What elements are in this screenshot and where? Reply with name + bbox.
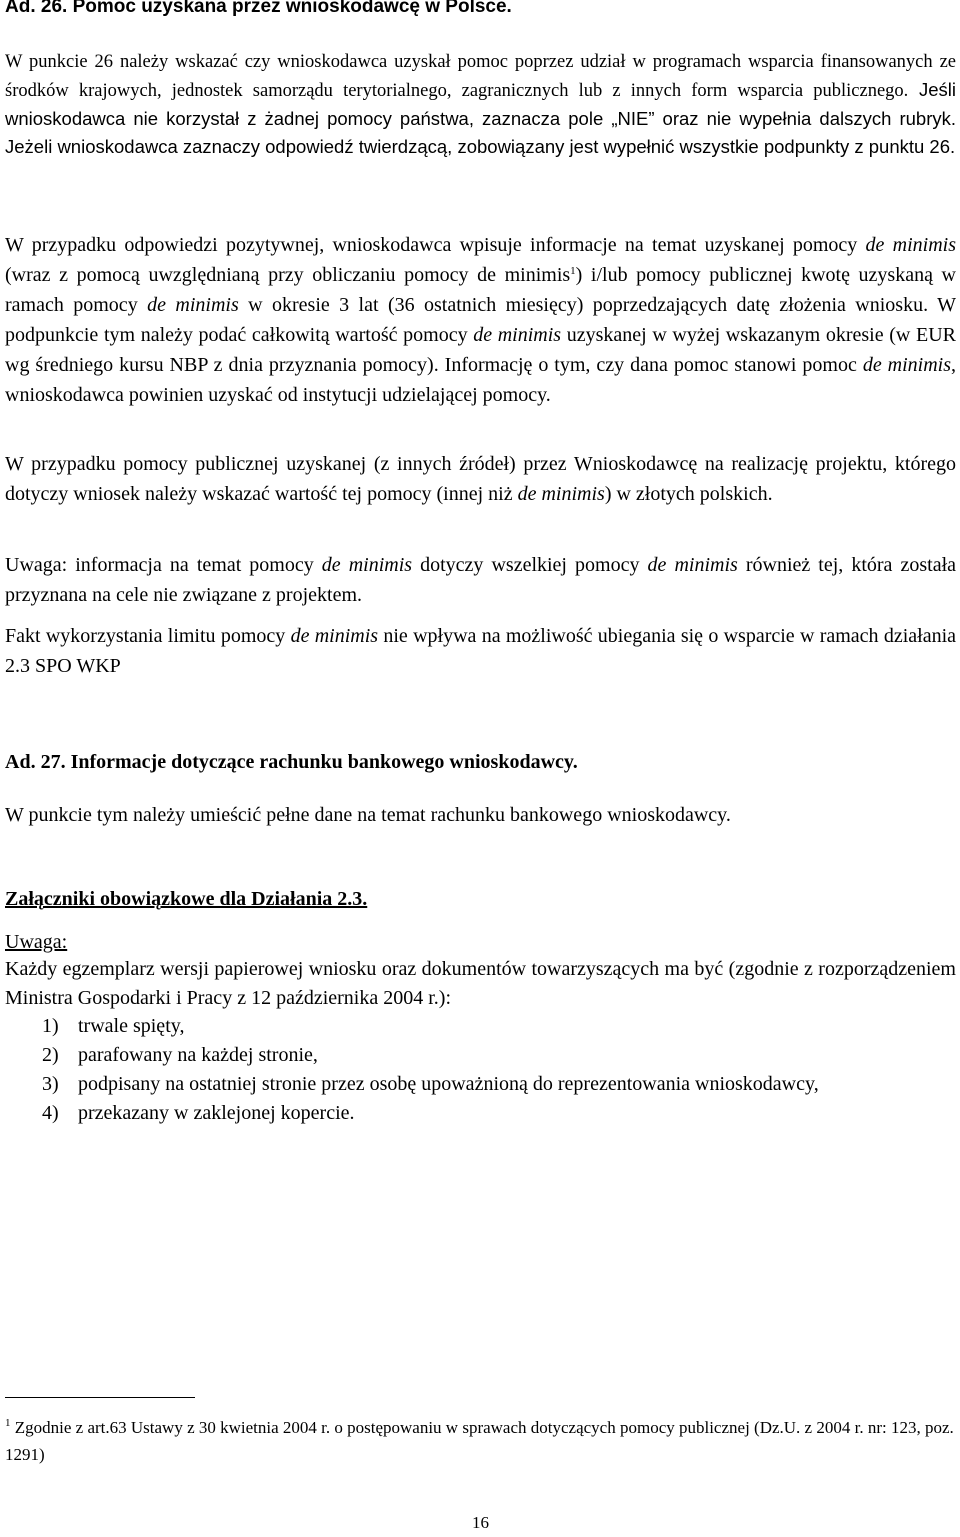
list-item (5, 1012, 956, 1041)
italic-term: de minimis (517, 483, 605, 505)
list-item (5, 1099, 956, 1128)
list-item (5, 1070, 956, 1099)
intro-text-b: Jeśli wnioskodawca nie korzystał z żadnej pomocy państwa, zaznacza pole „NIE” oraz nie wypełnia dalszych rubryk. (5, 79, 956, 129)
italic-term: de minimis (147, 294, 239, 316)
intro-text-a: W punkcie 26 należy wskazać czy wnioskodawca uzyskał pomoc poprzez udział w programach wsparcia finansowanych ze środków krajowych, jednostek samorządu terytorialnego, zagranicznych lub z innych form wsparcia publicznego. (5, 52, 956, 101)
italic-term: de minimis (321, 554, 413, 576)
attachments-intro: Każdy egzemplarz wersji papierowej wniosku oraz dokumentów towarzyszących ma być (zgodnie z rozporządzeniem Ministra Gospodarki i Pracy z 12 października 2004 r.): (5, 958, 956, 1009)
text-run: nie wpływa na możliwość ubiegania się o wsparcie w ramach działania 2.3 SPO WKP (5, 625, 957, 677)
page-number: 16 (472, 1513, 489, 1532)
text-run: W przypadku pomocy publicznej uzyskanej (z innych źródeł) przez Wnioskodawcę na realizację projektu, którego dotyczy wniosek należy wskazać wartość tej pomocy (innej niż (5, 453, 956, 505)
text-run: (wraz z pomocą uwzględnianą przy obliczaniu pomocy de minimis (5, 264, 571, 286)
text-run: również tej, która została przyznana na cele nie związane z projektem. (5, 554, 957, 606)
intro-text-c: Jeżeli wnioskodawca zaznaczy odpowiedź twierdzącą, zobowiązany jest wypełnić wszystkie podpunkty z punktu 26. (5, 136, 956, 157)
text-run: , wnioskodawca powinien uzyskać od instytucji udzielającej pomocy. (5, 354, 956, 406)
note-paragraph (5, 550, 956, 610)
limit-paragraph (5, 621, 956, 681)
list-item-text: przekazany w zaklejonej kopercie. (78, 1102, 355, 1124)
text-run: dotyczy wszelkiej pomocy (412, 554, 648, 576)
document-page (5, 0, 956, 1537)
section-26-intro-paragraph (5, 47, 956, 161)
italic-term: de minimis (473, 324, 562, 346)
section-27-heading: Ad. 27. Informacje dotyczące rachunku bankowego wnioskodawcy. (5, 751, 578, 773)
list-item-number: 2) (42, 1044, 59, 1066)
footnote-separator (5, 1397, 195, 1398)
text-run: w okresie 3 lat (36 ostatnich miesięcy) poprzedzających datę złożenia wniosku. W podpunkcie tym należy podać całkowitą wartość pomocy (5, 294, 957, 346)
text-run: ) w złotych polskich. (604, 483, 773, 505)
list-item-text: podpisany na ostatniej stronie przez osobę upoważnioną do reprezentowania wnioskodawcy, (78, 1073, 819, 1095)
footnote-text: Zgodnie z art.63 Ustawy z 30 kwietnia 2004 r. o postępowaniu w sprawach dotyczących pomocy publicznej (Dz.U. z 2004 r. nr: 123, poz. 1291) (5, 1418, 954, 1464)
text-run: uzyskanej w wyżej wskazanym okresie (w EUR wg średniego kursu NBP z dnia przyznania pomocy). Informację o tym, czy dana pomoc stanowi pomoc (5, 324, 956, 376)
list-item-text: parafowany na każdej stronie, (78, 1044, 318, 1066)
list-item-number: 3) (42, 1073, 59, 1095)
italic-term: de minimis (865, 234, 956, 256)
text-run: ) i/lub pomocy publicznej kwotę uzyskaną w ramach pomocy (5, 264, 956, 316)
list-item-text: trwale spięty, (78, 1015, 185, 1037)
de-minimis-paragraph (5, 230, 956, 410)
section-26-heading: Ad. 26. Pomoc uzyskana przez wnioskodawcę w Polsce. (5, 0, 512, 17)
list-item-number: 4) (42, 1102, 59, 1124)
requirements-list (5, 1012, 956, 1128)
list-item-number: 1) (42, 1015, 59, 1037)
italic-term: de minimis (862, 354, 951, 376)
section-27-text: W punkcie tym należy umieścić pełne dane na temat rachunku bankowego wnioskodawcy. (5, 804, 731, 826)
footnote (5, 1414, 956, 1468)
italic-term: de minimis (290, 625, 379, 647)
list-item (5, 1041, 956, 1070)
text-run: W przypadku odpowiedzi pozytywnej, wnioskodawca wpisuje informacje na temat uzyskanej pomocy (5, 234, 866, 256)
attachments-heading: Załączniki obowiązkowe dla Działania 2.3. (5, 888, 368, 910)
footnote-reference: 1 (570, 265, 576, 277)
footnote-number: 1 (5, 1417, 11, 1429)
text-run: Uwaga: informacja na temat pomocy (5, 554, 322, 576)
public-aid-paragraph (5, 449, 956, 509)
italic-term: de minimis (647, 554, 738, 576)
text-run: Fakt wykorzystania limitu pomocy (5, 625, 291, 647)
attachments-note-label: Uwaga: (5, 931, 68, 953)
